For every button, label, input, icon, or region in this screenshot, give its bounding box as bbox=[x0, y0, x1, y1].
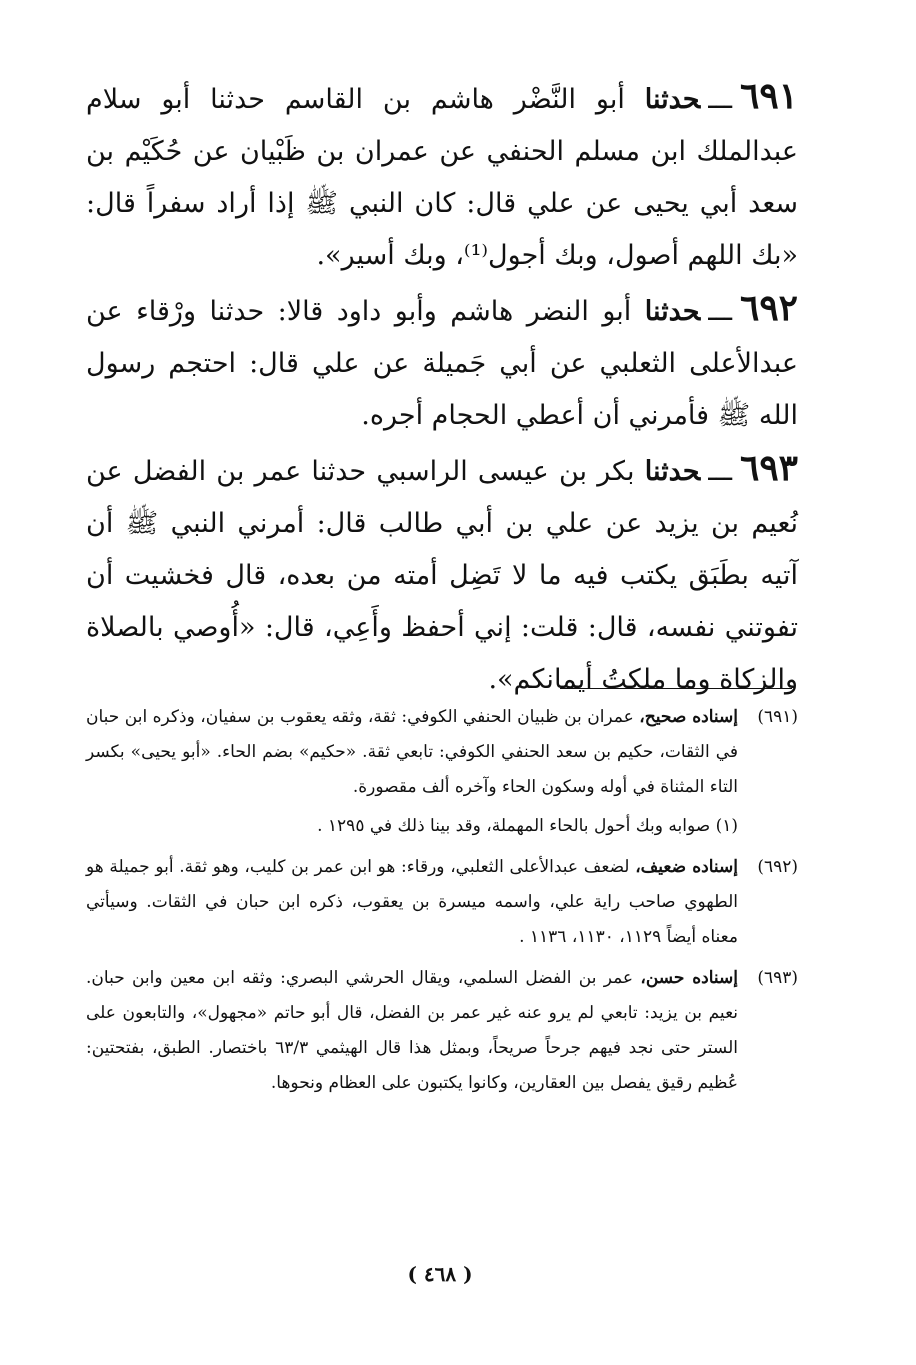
hadith-dash: ـــ bbox=[708, 456, 732, 487]
footnotes bbox=[86, 700, 798, 1101]
footnote-body bbox=[86, 850, 738, 955]
hadith-number: ٦٩١ bbox=[739, 75, 798, 117]
main-text bbox=[86, 70, 798, 706]
hadith-dash: ـــ bbox=[708, 84, 732, 115]
hadith-dash: ـــ bbox=[708, 296, 732, 327]
footnote-subnote: (١) صوابه وبك أحول بالحاء المهملة، وقد بينا ذلك في ١٢٩٥ . bbox=[317, 816, 738, 836]
footnote-label: إسناده صحيح، bbox=[639, 707, 739, 727]
hadith-number: ٦٩٣ bbox=[739, 447, 798, 489]
footnote-ref: (٦٩١) bbox=[757, 707, 798, 727]
footnote-text: عمران بن ظبيان الحنفي الكوفي: ثقة، وثقه يعقوب بن سفيان، وذكره ابن حبان في الثقات، حكيم بن سعد الحنفي الكوفي: تابعي ثقة. «حكيم» بضم الحاء. «أبو يحيى» بكسر التاء المثناة في أوله وسكون الحاء وآخره ألف مقصورة. bbox=[86, 707, 738, 797]
hadith-text: أبو النَّضْر هاشم بن القاسم حدثنا أبو سلام عبدالملك ابن مسلم الحنفي عن عمران بن ظَبْيان عن حُكَيْم بن سعد أبي يحيى عن علي قال: كان النبي ﷺ إذا أراد سفراً قال: «بك اللهم أصول، وبك أجول⁽¹⁾، وبك أسير». bbox=[86, 84, 798, 271]
hadith-693 bbox=[86, 442, 798, 706]
footnote-body bbox=[86, 700, 738, 805]
footnote-label: إسناده ضعيف، bbox=[635, 857, 738, 877]
hadith-opening: حدثنا bbox=[644, 296, 701, 327]
footnote-693 bbox=[86, 961, 798, 1101]
footnote-divider bbox=[560, 688, 792, 689]
footnote-text: لضعف عبدالأعلى الثعلبي، ورقاء: هو ابن عمر بن كليب، وهو ثقة. أبو جميلة هو الطهوي صاحب راية علي، واسمه ميسرة بن يعقوب، ذكره ابن حبان في الثقات. وسيأتي معناه أيضاً ١١٢٩، ١١٣٠، ١١٣٦ . bbox=[86, 857, 738, 947]
footnote-label: إسناده حسن، bbox=[640, 968, 738, 988]
footnote-ref: (٦٩٢) bbox=[757, 857, 798, 877]
hadith-opening: حدثنا bbox=[644, 456, 701, 487]
hadith-691 bbox=[86, 70, 798, 282]
footnote-body bbox=[86, 961, 738, 1101]
footnote-text: عمر بن الفضل السلمي، ويقال الحرشي البصري: وثقه ابن معين وابن حبان. نعيم بن يزيد: تابعي لم يرو عنه غير عمر بن الفضل، قال أبو حاتم «مجهول»، والتابعون على الستر حتى نجد فيهم جرحاً صريحاً، وبمثل هذا قال الهيثمي ٦٣/٣ باختصار. الطبق، بفتحتين: عُظيم رقيق يفصل بين العقارين، وكانوا يكتبون على العظام ونحوها. bbox=[86, 968, 739, 1093]
hadith-692 bbox=[86, 282, 798, 442]
footnote-692 bbox=[86, 850, 798, 955]
hadith-number: ٦٩٢ bbox=[739, 287, 798, 329]
footnote-ref: (٦٩٣) bbox=[757, 968, 798, 988]
hadith-text: أبو النضر هاشم وأبو داود قالا: حدثنا ورْقاء عن عبدالأعلى الثعلبي عن أبي جَميلة عن علي قال: احتجم رسول الله ﷺ فأمرني أن أعطي الحجام أجره. bbox=[86, 296, 798, 431]
hadith-opening: حدثنا bbox=[644, 84, 701, 115]
page-number: ( ٤٦٨ ) bbox=[407, 1262, 473, 1286]
hadith-text: بكر بن عيسى الراسبي حدثنا عمر بن الفضل عن نُعيم بن يزيد عن علي بن أبي طالب قال: أمرني النبي ﷺ أن آتيه بطَبَق يكتب فيه ما لا تَضِل أمته من بعده، قال فخشيت أن تفوتني نفسه، قال: قلت: إني أحفظ وأَعِي، قال: «أُوصي بالصلاة والزكاة وما ملكتُ أيمانكم». bbox=[86, 456, 798, 695]
footnote-691 bbox=[86, 700, 798, 805]
